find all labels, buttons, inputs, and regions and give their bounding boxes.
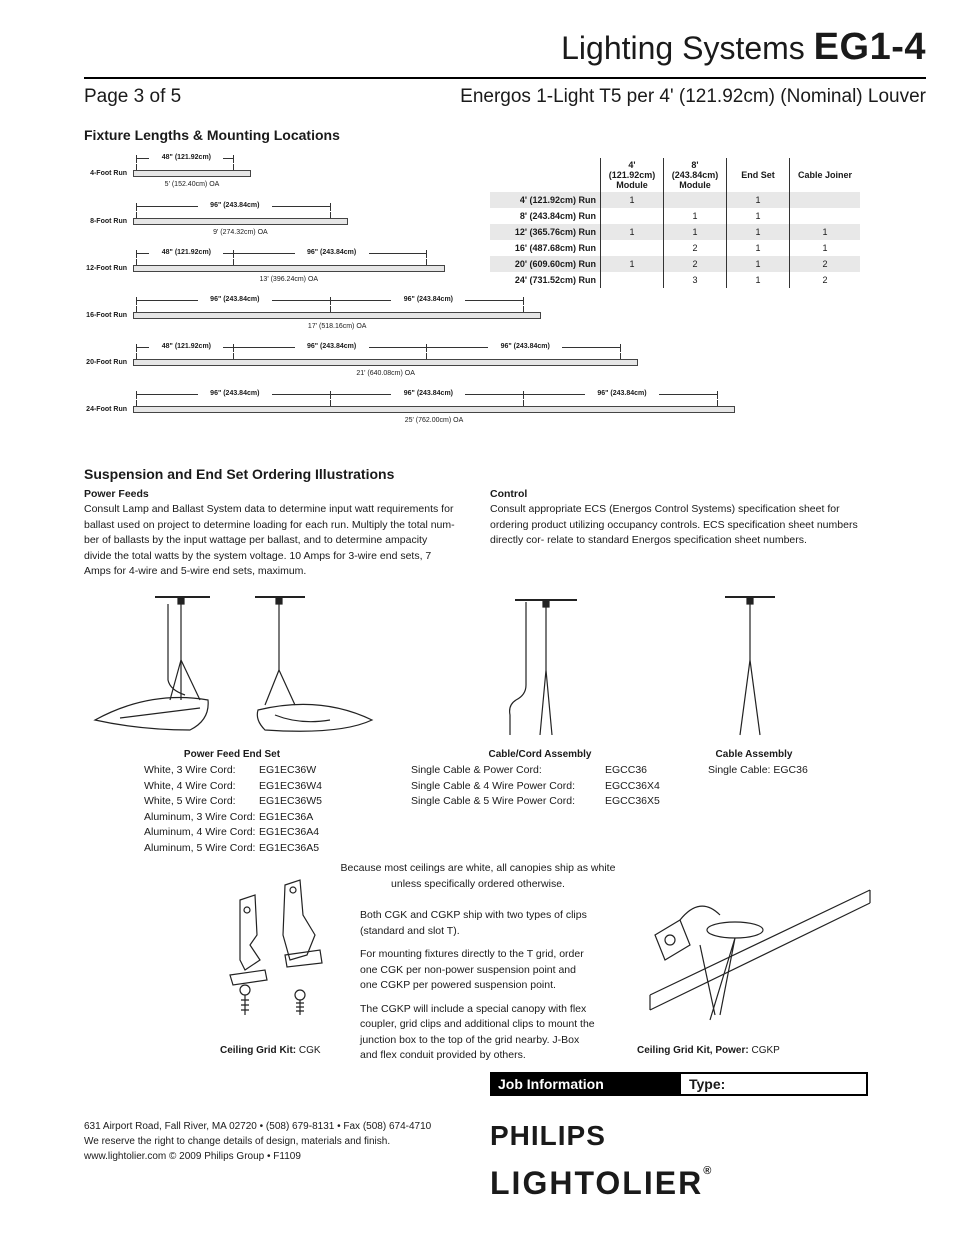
philips-logo: PHILIPS — [490, 1120, 606, 1151]
run-label: 12-Foot Run — [86, 265, 127, 272]
mounting-point-tick — [426, 259, 427, 265]
mounting-point-tick — [717, 391, 718, 399]
mounting-point-tick — [620, 344, 621, 352]
mounting-point-tick — [330, 203, 331, 211]
cable-cord-illustration — [510, 600, 577, 735]
table-cell: 2 — [790, 256, 861, 272]
run-label: 16-Foot Run — [86, 312, 127, 319]
table-cell: 1 — [727, 192, 790, 208]
item-name: White, 4 Wire Cord: — [144, 779, 236, 792]
run-label: 20-Foot Run — [86, 359, 127, 366]
col-cable-joiner: Cable Joiner — [790, 158, 861, 192]
suspension-illustrations — [90, 590, 880, 750]
mounting-point-tick — [136, 391, 137, 399]
cable-cord-list — [411, 763, 660, 810]
item-name: Aluminum, 5 Wire Cord: — [144, 841, 256, 854]
item-code: EG1EC36W5 — [259, 795, 323, 807]
table-cell: 1 — [790, 224, 861, 240]
mounting-point-tick — [233, 155, 234, 163]
table-row — [490, 256, 860, 272]
mounting-point-tick — [136, 203, 137, 211]
page-number: Page 3 of 5 — [84, 86, 182, 107]
grid-note-paragraph: The CGKP will include a special canopy with flex coupler, grid clips and additional clips to mount the junction box to the top of the grid nearby. J-Box and flex conduit provided by others. — [360, 1002, 595, 1061]
item-code: EG1EC36W — [259, 764, 317, 776]
item-name: White, 3 Wire Cord: — [144, 764, 236, 776]
mounting-point-tick — [136, 344, 137, 352]
table-cell: 2 — [790, 272, 861, 288]
item-code: EG1EC36A — [259, 810, 314, 823]
mounting-point-tick — [523, 391, 524, 399]
mounting-point-tick — [136, 400, 137, 406]
lightolier-logo — [490, 1165, 713, 1202]
segment-dimension-label: 96" (243.84cm) — [295, 249, 369, 256]
table-row — [490, 224, 860, 240]
segment-dimension-label: 48" (121.92cm) — [149, 154, 223, 161]
segment-dimension-label: 96" (243.84cm) — [488, 343, 562, 350]
mounting-point-tick — [426, 250, 427, 258]
mounting-point-tick — [330, 297, 331, 305]
run-name-cell: 8' (243.84cm) Run — [519, 211, 596, 221]
mounting-point-tick — [136, 250, 137, 258]
fixture-lengths-title: Fixture Lengths & Mounting Locations — [84, 127, 340, 143]
fixture-run-bar — [133, 406, 735, 413]
mounting-point-tick — [426, 344, 427, 352]
segment-dimension-label: 48" (121.92cm) — [149, 343, 223, 350]
item-name: Aluminum, 4 Wire Cord: — [144, 826, 256, 838]
item-code: EGCC36X4 — [605, 779, 660, 792]
overall-length-label: 13' (396.24cm) OA — [259, 276, 319, 283]
segment-dimension-label: 96" (243.84cm) — [585, 390, 659, 397]
table-cell: 1 — [601, 192, 664, 208]
run-label: 4-Foot Run — [90, 170, 127, 177]
mounting-point-tick — [136, 353, 137, 359]
table-cell: 2 — [664, 240, 727, 256]
cgk-label: Ceiling Grid Kit: — [220, 1045, 297, 1056]
segment-dimension-label: 96" (243.84cm) — [198, 296, 272, 303]
segment-dimension-label: 96" (243.84cm) — [198, 202, 272, 209]
table-cell: 1 — [727, 208, 790, 224]
table-row — [490, 192, 860, 208]
type-field-label[interactable]: Type: — [689, 1076, 726, 1092]
item-name: White, 5 Wire Cord: — [144, 795, 236, 807]
order-list-item — [144, 794, 322, 810]
item-code: EG1EC36A5 — [259, 841, 320, 854]
order-list-item — [144, 810, 322, 826]
cgkp-illustration — [640, 875, 880, 1035]
mounting-point-tick — [136, 164, 137, 170]
mounting-point-tick — [233, 250, 234, 258]
order-list-item — [411, 779, 660, 795]
fixture-run-bar — [133, 312, 541, 319]
table-cell — [790, 208, 861, 224]
power-feed-illustration-2 — [255, 597, 372, 731]
overall-length-label: 17' (518.16cm) OA — [307, 323, 367, 330]
title-text: Lighting Systems — [561, 30, 805, 66]
order-list-item — [411, 763, 660, 779]
item-name: Single Cable & Power Cord: — [411, 764, 542, 776]
col-4ft-module: 4' (121.92cm) Module — [601, 158, 664, 192]
segment-dimension-label: 96" (243.84cm) — [198, 390, 272, 397]
table-cell — [601, 208, 664, 224]
item-name: Single Cable & 5 Wire Power Cord: — [411, 795, 575, 807]
footer-line-3: www.lightolier.com © 2009 Philips Group • F1109 — [84, 1151, 301, 1162]
mounting-point-tick — [136, 155, 137, 163]
segment-dimension-label: 48" (121.92cm) — [149, 249, 223, 256]
mounting-point-tick — [136, 297, 137, 305]
table-cell: 3 — [664, 272, 727, 288]
item-name: Single Cable & 4 Wire Power Cord: — [411, 779, 575, 792]
page-title — [561, 26, 926, 69]
grid-note-paragraph: For mounting fixtures directly to the T grid, order one CGK per non-power suspension point and one CGKP per powered suspension point. — [360, 948, 584, 991]
job-information-label: Job Information — [492, 1074, 681, 1094]
item-code: EGCC36X5 — [605, 795, 660, 807]
table-row — [490, 272, 860, 288]
order-list-item — [144, 825, 322, 841]
run-name-cell: 12' (365.76cm) Run — [490, 224, 601, 240]
table-cell: 1 — [727, 240, 790, 256]
cable-assembly-illustration — [725, 597, 775, 735]
overall-length-label: 9' (274.32cm) OA — [213, 229, 268, 236]
mounting-point-tick — [330, 391, 331, 399]
table-cell: 2 — [664, 256, 727, 272]
job-information-box — [490, 1072, 868, 1096]
lightolier-wordmark: LIGHTOLIER — [490, 1165, 704, 1201]
table-cell: 1 — [601, 256, 664, 272]
col-end-set: End Set — [727, 158, 790, 192]
table-cell: 1 — [664, 224, 727, 240]
order-list-item — [144, 841, 322, 857]
col-8ft-module: 8' (243.84cm) Module — [664, 158, 727, 192]
fixture-run-bar — [133, 170, 251, 177]
run-name-cell: 20' (609.60cm) Run — [490, 256, 601, 272]
mounting-point-tick — [523, 306, 524, 312]
mounting-point-tick — [523, 297, 524, 305]
table-cell — [601, 240, 664, 256]
item-name: Aluminum, 3 Wire Cord: — [144, 810, 256, 823]
spec-code: EG1-4 — [813, 26, 926, 68]
run-name-cell: 24' (731.52cm) Run — [514, 275, 596, 285]
order-list-item — [144, 763, 322, 779]
table-row — [490, 240, 860, 256]
footer-line-1: 631 Airport Road, Fall River, MA 02720 • (508) 679-8131 • Fax (508) 674-4710 — [84, 1121, 432, 1132]
canopy-note: Because most ceilings are white, all canopies ship as white unless specifically ordered otherwise. — [340, 862, 616, 890]
cgk-caption — [220, 1045, 321, 1056]
segment-dimension-label: 96" (243.84cm) — [295, 343, 369, 350]
run-name-cell: 16' (487.68cm) Run — [514, 243, 596, 253]
mounting-point-tick — [426, 353, 427, 359]
run-name-cell: 4' (121.92cm) Run — [490, 192, 601, 208]
mounting-point-tick — [136, 259, 137, 265]
order-list-item — [411, 794, 660, 810]
table-row — [490, 208, 860, 224]
cable-assembly-caption: Cable Assembly — [715, 749, 793, 760]
cgkp-caption — [637, 1045, 780, 1056]
table-cell: 1 — [790, 240, 861, 256]
mounting-point-tick — [233, 344, 234, 352]
power-feeds-title: Power Feeds — [84, 488, 149, 500]
footer-line-2: We reserve the right to change details of design, materials and finish. — [84, 1136, 391, 1147]
fixture-run-bar — [133, 359, 638, 366]
cable-assembly-item: Single Cable: EGC36 — [708, 764, 808, 776]
table-cell — [664, 192, 727, 208]
power-feed-list — [144, 763, 322, 856]
table-cell — [601, 272, 664, 288]
grid-note-paragraph: Both CGK and CGKP ship with two types of clips (standard and slot T). — [360, 909, 587, 937]
segment-dimension-label: 96" (243.84cm) — [391, 296, 465, 303]
table-cell: 1 — [727, 272, 790, 288]
cgk-code: CGK — [298, 1045, 321, 1056]
power-feed-illustration-1 — [95, 597, 210, 730]
power-feed-caption: Power Feed End Set — [183, 749, 281, 760]
table-cell — [790, 192, 861, 208]
mounting-point-tick — [233, 164, 234, 170]
mounting-point-tick — [523, 400, 524, 406]
page-subtitle: Energos 1-Light T5 per 4' (121.92cm) (Nominal) Louver — [460, 86, 926, 107]
mounting-point-tick — [233, 353, 234, 359]
table-cell: 1 — [727, 256, 790, 272]
ceiling-grid-notes — [360, 908, 596, 1072]
item-code: EG1EC36A4 — [259, 826, 320, 838]
item-code: EG1EC36W4 — [259, 779, 323, 792]
fixture-run-bar — [133, 265, 445, 272]
power-feeds-text: Consult Lamp and Ballast System data to determine input watt requirements for ballast used on project to determine loading for each run. Multiply the total num- ber of ballasts by the input wattage per ballast, and to determine ampacity divide the total watts by the system voltage. 10 Amps for 3-wire end sets, 7 Amps for 4-wire and 5-wire end sets, maximum. — [84, 503, 455, 577]
mounting-point-tick — [330, 400, 331, 406]
mounting-point-tick — [233, 259, 234, 265]
item-code: EGCC36 — [605, 764, 648, 776]
fixture-run-bar — [133, 218, 348, 225]
run-label: 24-Foot Run — [86, 406, 127, 413]
header-rule — [84, 77, 926, 79]
mounting-point-tick — [330, 306, 331, 312]
overall-length-label: 21' (640.08cm) OA — [356, 370, 415, 377]
mounting-point-tick — [136, 212, 137, 218]
overall-length-label: 5' (152.40cm) OA — [164, 181, 220, 188]
cgk-illustration — [225, 875, 335, 1025]
control-title: Control — [490, 488, 528, 500]
mounting-point-tick — [717, 400, 718, 406]
control-text: Consult appropriate ECS (Energos Control Systems) specification sheet for ordering product utilizing occupancy controls. ECS specification sheet numbers directly cor- relate to standard Energos specification sheet numbers. — [490, 503, 858, 546]
table-cell: 1 — [601, 224, 664, 240]
cgkp-label: Ceiling Grid Kit, Power: — [637, 1045, 749, 1056]
run-components-table — [490, 158, 860, 288]
registered-mark: ® — [703, 1165, 714, 1177]
cable-cord-caption: Cable/Cord Assembly — [488, 749, 592, 760]
table-cell: 1 — [664, 208, 727, 224]
footer-address — [84, 1119, 431, 1164]
overall-length-label: 25' (762.00cm) OA — [404, 417, 464, 424]
cgkp-code: CGKP — [751, 1045, 780, 1056]
segment-dimension-label: 96" (243.84cm) — [391, 390, 465, 397]
suspension-title: Suspension and End Set Ordering Illustrations — [84, 466, 395, 482]
table-cell: 1 — [727, 224, 790, 240]
order-list-item — [144, 779, 322, 795]
mounting-point-tick — [330, 212, 331, 218]
run-label: 8-Foot Run — [90, 218, 127, 225]
mounting-point-tick — [620, 353, 621, 359]
mounting-point-tick — [136, 306, 137, 312]
